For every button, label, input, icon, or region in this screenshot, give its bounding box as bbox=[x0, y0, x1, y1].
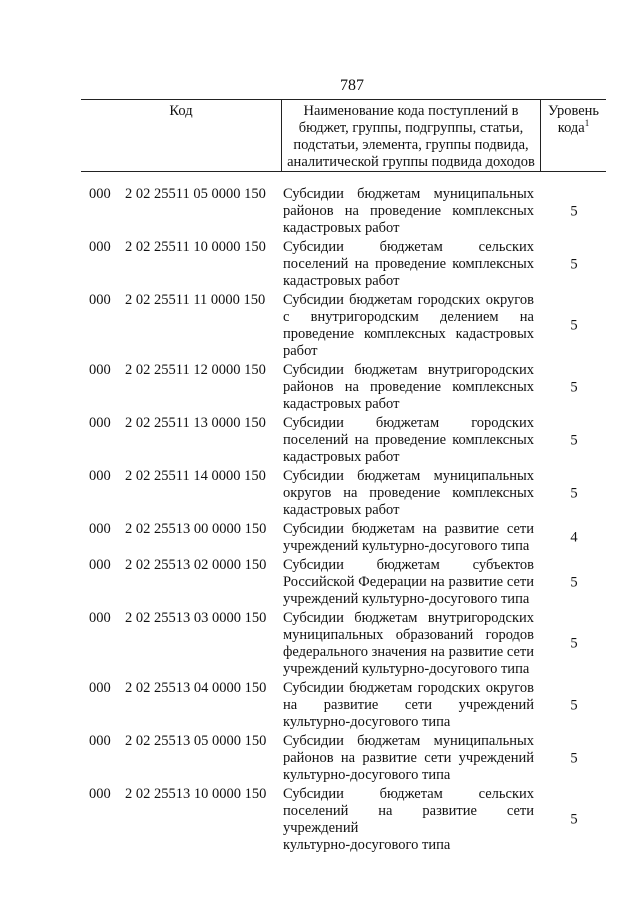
row-name-line: Субсидии бюджетам городских округов bbox=[283, 292, 534, 308]
row-code: 2 02 25513 04 0000 150 bbox=[125, 680, 267, 696]
row-name-line: культурно-досугового типа bbox=[283, 714, 451, 730]
table-row bbox=[0, 733, 640, 784]
row-level: 5 bbox=[570, 750, 578, 766]
row-name bbox=[283, 186, 534, 237]
row-code: 2 02 25511 05 0000 150 bbox=[125, 186, 266, 202]
row-name-line: кадастровых работ bbox=[283, 502, 400, 518]
row-name-line: культурно-досугового типа bbox=[283, 767, 451, 783]
header-name bbox=[282, 103, 540, 171]
row-name bbox=[283, 239, 534, 290]
row-prefix: 000 bbox=[89, 610, 111, 626]
table-row bbox=[0, 415, 640, 466]
row-name-line: работ bbox=[283, 343, 318, 359]
row-name-line: Российской Федерации на развитие сети bbox=[283, 574, 534, 590]
row-name-line: поселений на развитие сети учреждений bbox=[283, 803, 534, 836]
row-name bbox=[283, 680, 534, 731]
row-level: 5 bbox=[570, 256, 578, 272]
row-code: 2 02 25513 00 0000 150 bbox=[125, 521, 267, 537]
table-row bbox=[0, 786, 640, 854]
header-name-line: аналитической группы подвида доходов bbox=[287, 154, 535, 170]
row-level: 5 bbox=[570, 485, 578, 501]
row-name-line: учреждений культурно-досугового типа bbox=[283, 591, 530, 607]
row-level: 5 bbox=[570, 379, 578, 395]
row-name bbox=[283, 786, 534, 854]
row-prefix: 000 bbox=[89, 468, 111, 484]
header-code: Код bbox=[169, 103, 193, 119]
footnote-marker: 1 bbox=[584, 118, 590, 129]
row-name-line: районов на развитие сети учреждений bbox=[283, 750, 534, 766]
table-row bbox=[0, 186, 640, 237]
row-name bbox=[283, 521, 534, 555]
table-row bbox=[0, 557, 640, 608]
header-name-line: Наименование кода поступлений в bbox=[303, 103, 519, 119]
row-prefix: 000 bbox=[89, 362, 111, 378]
header-level-line: Уровень bbox=[547, 103, 600, 119]
header-name-line: бюджет, группы, подгруппы, статьи, bbox=[298, 120, 524, 136]
row-name-line: Субсидии бюджетам городских bbox=[283, 415, 534, 431]
row-code: 2 02 25511 13 0000 150 bbox=[125, 415, 266, 431]
header-name-line: подстатьи, элемента, группы подвида, bbox=[293, 137, 529, 153]
row-name-line: проведение комплексных кадастровых bbox=[283, 326, 534, 342]
row-level: 5 bbox=[570, 697, 578, 713]
table-row bbox=[0, 521, 640, 555]
row-name-line: Субсидии бюджетам внутригородских bbox=[283, 362, 534, 378]
row-name-line: культурно-досугового типа bbox=[283, 837, 451, 853]
row-name-line: Субсидии бюджетам внутригородских bbox=[283, 610, 534, 626]
row-name-line: Субсидии бюджетам муниципальных bbox=[283, 733, 534, 749]
row-name-line: районов на проведение комплексных bbox=[283, 379, 534, 395]
row-level: 5 bbox=[570, 203, 578, 219]
row-name-line: учреждений культурно-досугового типа bbox=[283, 538, 530, 554]
row-code: 2 02 25513 03 0000 150 bbox=[125, 610, 267, 626]
row-prefix: 000 bbox=[89, 239, 111, 255]
row-prefix: 000 bbox=[89, 733, 111, 749]
row-name-line: учреждений культурно-досугового типа bbox=[283, 661, 530, 677]
row-name-line: Субсидии бюджетам сельских bbox=[283, 786, 534, 802]
row-code: 2 02 25513 10 0000 150 bbox=[125, 786, 267, 802]
row-name-line: районов на проведение комплексных bbox=[283, 203, 534, 219]
row-name-line: федерального значения на развитие сети bbox=[283, 644, 534, 660]
row-prefix: 000 bbox=[89, 786, 111, 802]
table-row bbox=[0, 468, 640, 519]
page-number: 787 bbox=[340, 77, 364, 94]
row-name-line: муниципальных образований городов bbox=[283, 627, 534, 643]
row-name-line: Субсидии бюджетам городских округов bbox=[283, 680, 534, 696]
row-level: 5 bbox=[570, 317, 578, 334]
row-code: 2 02 25511 10 0000 150 bbox=[125, 239, 266, 255]
row-name-line: Субсидии бюджетам муниципальных bbox=[283, 468, 534, 484]
row-name bbox=[283, 733, 534, 784]
row-name-line: поселений на проведение комплексных bbox=[283, 432, 534, 448]
table-row bbox=[0, 610, 640, 678]
row-prefix: 000 bbox=[89, 680, 111, 696]
row-name-line: кадастровых работ bbox=[283, 273, 400, 289]
row-name bbox=[283, 468, 534, 519]
row-level: 5 bbox=[570, 574, 578, 590]
row-prefix: 000 bbox=[89, 415, 111, 431]
row-name-line: Субсидии бюджетам сельских bbox=[283, 239, 534, 255]
header-level-line bbox=[541, 120, 606, 137]
row-name-line: с внутригородским делением на bbox=[283, 309, 534, 325]
row-level: 5 bbox=[570, 635, 578, 652]
table-body bbox=[0, 186, 640, 856]
row-name-line: Субсидии бюджетам муниципальных bbox=[283, 186, 534, 202]
row-name bbox=[283, 415, 534, 466]
row-name bbox=[283, 292, 534, 360]
table-row bbox=[0, 292, 640, 360]
row-code: 2 02 25511 11 0000 150 bbox=[125, 292, 266, 308]
row-level: 4 bbox=[570, 529, 578, 546]
row-name-line: поселений на проведение комплексных bbox=[283, 256, 534, 272]
row-name bbox=[283, 557, 534, 608]
row-code: 2 02 25513 05 0000 150 bbox=[125, 733, 267, 749]
row-name bbox=[283, 362, 534, 413]
header-level-word: кода bbox=[557, 120, 585, 136]
row-code: 2 02 25511 12 0000 150 bbox=[125, 362, 266, 378]
row-name-line: Субсидии бюджетам субъектов bbox=[283, 557, 534, 573]
row-code: 2 02 25511 14 0000 150 bbox=[125, 468, 266, 484]
row-prefix: 000 bbox=[89, 557, 111, 573]
row-name bbox=[283, 610, 534, 678]
row-name-line: Субсидии бюджетам на развитие сети bbox=[283, 521, 534, 537]
header-level bbox=[541, 103, 606, 137]
row-name-line: на развитие сети учреждений bbox=[283, 697, 534, 713]
row-prefix: 000 bbox=[89, 521, 111, 537]
row-prefix: 000 bbox=[89, 292, 111, 308]
table-header bbox=[81, 99, 606, 172]
table-row bbox=[0, 680, 640, 731]
table-row bbox=[0, 239, 640, 290]
row-name-line: кадастровых работ bbox=[283, 449, 400, 465]
row-level: 5 bbox=[570, 811, 578, 828]
table-row bbox=[0, 362, 640, 413]
row-level: 5 bbox=[570, 432, 578, 448]
row-name-line: округов на проведение комплексных bbox=[283, 485, 534, 501]
row-name-line: кадастровых работ bbox=[283, 396, 400, 412]
row-code: 2 02 25513 02 0000 150 bbox=[125, 557, 267, 573]
row-name-line: кадастровых работ bbox=[283, 220, 400, 236]
row-prefix: 000 bbox=[89, 186, 111, 202]
